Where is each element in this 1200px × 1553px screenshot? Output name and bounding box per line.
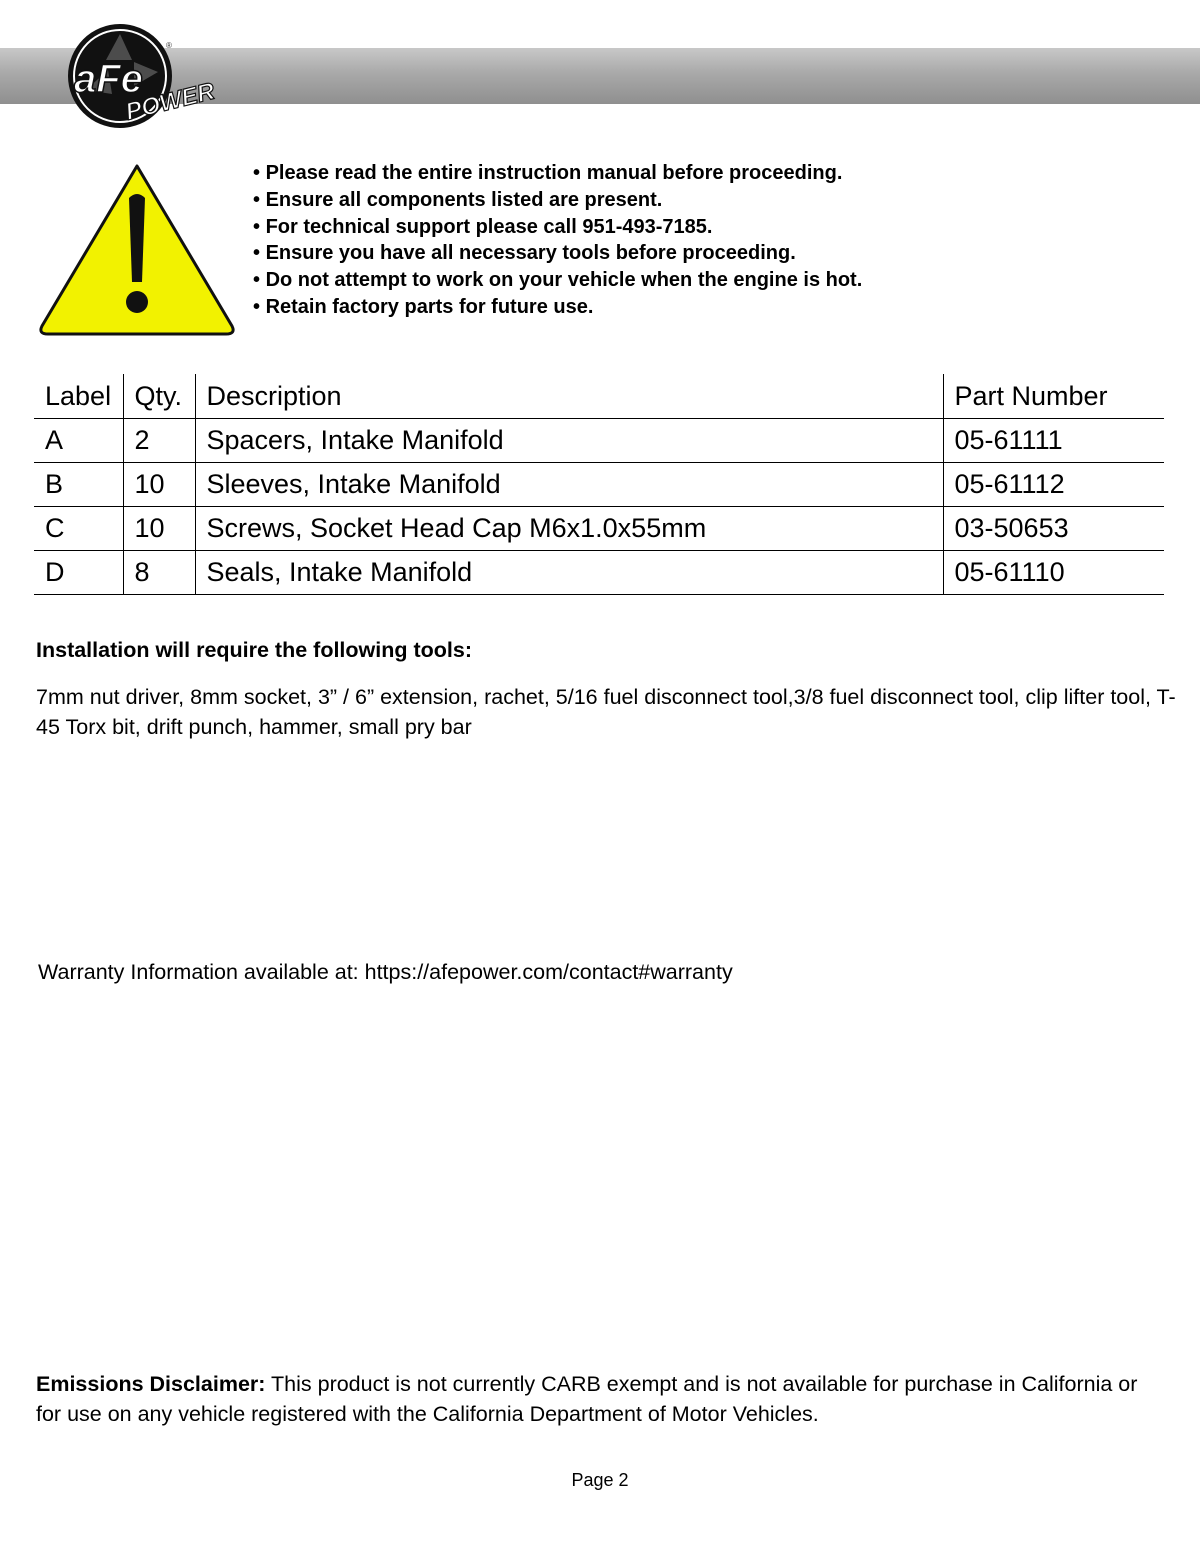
parts-table	[34, 374, 1164, 595]
warning-item: • Please read the entire instruction manual before proceeding.	[253, 160, 862, 187]
table-header-row	[34, 374, 1164, 419]
table-row	[34, 463, 1164, 507]
cell-part-number: 05-61112	[943, 463, 1164, 507]
cell-part-number: 05-61110	[943, 551, 1164, 595]
table-row	[34, 419, 1164, 463]
disclaimer-label: Emissions Disclaimer:	[36, 1372, 266, 1396]
warning-item: • For technical support please call 951-493-7185.	[253, 214, 862, 241]
cell-label: B	[34, 463, 123, 507]
warning-item: • Ensure all components listed are present.	[253, 187, 862, 214]
cell-description: Seals, Intake Manifold	[195, 551, 943, 595]
cell-qty: 2	[123, 419, 195, 463]
tools-heading: Installation will require the following tools:	[36, 638, 472, 662]
warning-item: • Retain factory parts for future use.	[253, 294, 862, 321]
cell-qty: 10	[123, 507, 195, 551]
emissions-disclaimer	[36, 1369, 1166, 1429]
cell-qty: 8	[123, 551, 195, 595]
header-description: Description	[195, 374, 943, 419]
tools-list: 7mm nut driver, 8mm socket, 3” / 6” extension, rachet, 5/16 fuel disconnect tool,3/8 fuel disconnect tool, clip lifter tool, T-45 Torx bit, drift punch, hammer, small pry bar	[36, 685, 1176, 739]
warning-item: • Ensure you have all necessary tools before proceeding.	[253, 240, 862, 267]
cell-description: Spacers, Intake Manifold	[195, 419, 943, 463]
logo-brand-text: aFe	[74, 57, 143, 101]
disclaimer-text: This product is not currently CARB exempt and is not available for purchase in California or for use on any vehicle registered with the California Department of Motor Vehicles.	[36, 1372, 1138, 1426]
cell-part-number: 03-50653	[943, 507, 1164, 551]
cell-qty: 10	[123, 463, 195, 507]
header-part-number: Part Number	[943, 374, 1164, 419]
logo-registered-mark: ®	[166, 41, 172, 50]
cell-description: Screws, Socket Head Cap M6x1.0x55mm	[195, 507, 943, 551]
cell-label: C	[34, 507, 123, 551]
warning-icon	[34, 158, 240, 338]
warning-list	[253, 160, 862, 321]
table-row	[34, 551, 1164, 595]
logo-sub-text: POWER	[122, 77, 218, 126]
warranty-info: Warranty Information available at: https://afepower.com/contact#warranty	[38, 960, 733, 984]
cell-label: A	[34, 419, 123, 463]
page-number: Page 2	[571, 1470, 629, 1490]
cell-description: Sleeves, Intake Manifold	[195, 463, 943, 507]
table-row	[34, 507, 1164, 551]
afe-power-logo	[66, 20, 238, 132]
warning-item: • Do not attempt to work on your vehicle when the engine is hot.	[253, 267, 862, 294]
header-qty: Qty.	[123, 374, 195, 419]
cell-label: D	[34, 551, 123, 595]
cell-part-number: 05-61111	[943, 419, 1164, 463]
header-label: Label	[34, 374, 123, 419]
